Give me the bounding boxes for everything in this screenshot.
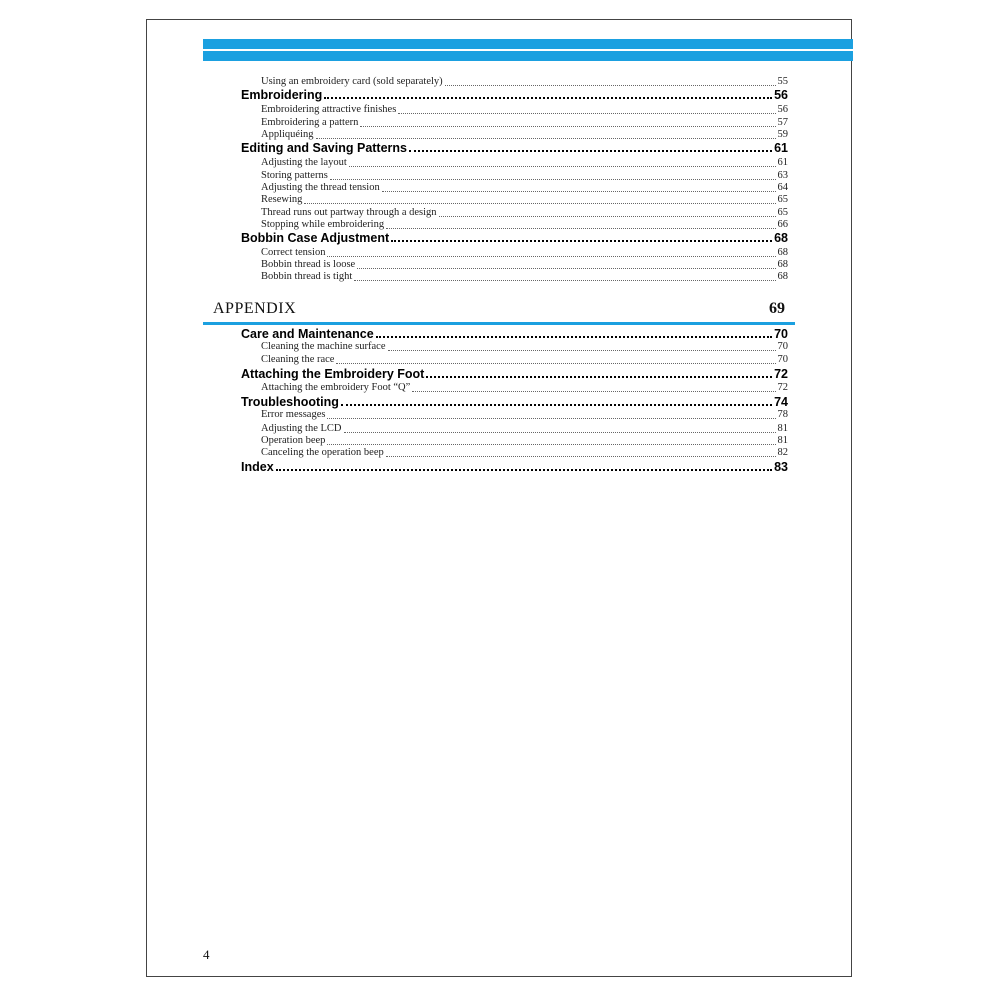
toc-leader-dots — [426, 376, 772, 378]
toc-entry-page: 61 — [777, 157, 788, 168]
appendix-page: 69 — [769, 300, 785, 317]
toc-entry-page: 70 — [777, 354, 788, 365]
toc-entry-title: Cleaning the race — [261, 354, 335, 365]
toc-entry-title: Appliquéing — [261, 129, 314, 140]
toc-subentry — [261, 194, 788, 206]
toc-entry-title: Operation beep — [261, 435, 326, 446]
toc-entry-page: 68 — [777, 259, 788, 270]
toc-subentry — [261, 382, 788, 394]
toc-leader-dots — [336, 363, 775, 364]
toc-subentry — [261, 219, 788, 231]
toc-subentry — [261, 423, 788, 435]
toc-entry-title: Resewing — [261, 194, 303, 205]
toc-entry-page: 56 — [777, 104, 788, 115]
toc-leader-dots — [412, 391, 775, 392]
toc-entry-page: 72 — [774, 367, 788, 381]
toc-leader-dots — [341, 404, 772, 406]
toc-leader-dots — [349, 166, 776, 167]
toc-leader-dots — [382, 191, 776, 192]
toc-subentry — [261, 341, 788, 353]
toc-section-entry — [241, 367, 788, 381]
toc-leader-dots — [386, 228, 775, 229]
toc-entry-title: Editing and Saving Patterns — [241, 141, 407, 155]
toc-subentry — [261, 354, 788, 366]
toc-leader-dots — [276, 469, 772, 471]
toc-subentry — [261, 409, 788, 421]
header-bar — [203, 39, 853, 61]
toc-leader-dots — [388, 350, 776, 351]
toc-entry-title: Error messages — [261, 409, 326, 420]
toc-entry-page: 56 — [774, 88, 788, 102]
toc-entry-title: Bobbin Case Adjustment — [241, 231, 390, 245]
toc-entry-page: 83 — [774, 460, 788, 474]
toc-entry-page: 66 — [777, 219, 788, 230]
toc-entry-page: 82 — [777, 447, 788, 458]
toc-leader-dots — [330, 179, 776, 180]
toc-leader-dots — [445, 85, 776, 86]
toc-subentry — [261, 447, 788, 459]
toc-leader-dots — [316, 138, 776, 139]
toc-section-entry — [241, 327, 788, 341]
toc-subentry — [261, 76, 788, 88]
toc-entry-page: 65 — [777, 194, 788, 205]
toc-entry-title: Index — [241, 460, 274, 474]
toc-leader-dots — [391, 240, 772, 242]
toc-leader-dots — [386, 456, 776, 457]
toc-section-entry — [241, 231, 788, 245]
toc-entry-title: Embroidering a pattern — [261, 117, 359, 128]
toc-leader-dots — [354, 280, 775, 281]
toc-entry-title: Storing patterns — [261, 170, 328, 181]
toc-entry-page: 68 — [777, 247, 788, 258]
toc-entry-title: Adjusting the LCD — [261, 423, 342, 434]
toc-leader-dots — [327, 256, 775, 257]
toc-entry-page: 64 — [777, 182, 788, 193]
toc-entry-title: Adjusting the layout — [261, 157, 347, 168]
document-page — [146, 19, 852, 977]
toc-leader-dots — [357, 268, 775, 269]
toc-subentry — [261, 170, 788, 182]
page-number: 4 — [203, 947, 210, 962]
toc-entry-page: 81 — [777, 435, 788, 446]
toc-entry-page: 81 — [777, 423, 788, 434]
toc-section-entry — [241, 88, 788, 102]
toc-entry-title: Attaching the Embroidery Foot — [241, 367, 425, 381]
toc-leader-dots — [344, 432, 776, 433]
toc-subentry — [261, 157, 788, 169]
toc-entry-title: Embroidering attractive finishes — [261, 104, 397, 115]
toc-entry-page: 72 — [777, 382, 788, 393]
toc-leader-dots — [439, 216, 776, 217]
toc-entry-page: 68 — [777, 271, 788, 282]
appendix-title: APPENDIX — [213, 300, 297, 317]
toc-subentry — [261, 207, 788, 219]
header-bar-stripe — [203, 49, 853, 51]
toc-leader-dots — [376, 336, 772, 338]
toc-entry-page: 57 — [777, 117, 788, 128]
toc-subentry — [261, 182, 788, 194]
toc-entry-page: 61 — [774, 141, 788, 155]
toc-entry-title: Correct tension — [261, 247, 326, 258]
toc-entry-page: 68 — [774, 231, 788, 245]
toc-entry-title: Cleaning the machine surface — [261, 341, 386, 352]
toc-section-entry — [241, 395, 788, 409]
toc-entry-title: Care and Maintenance — [241, 327, 374, 341]
toc-subentry — [261, 259, 788, 271]
toc-entry-page: 59 — [777, 129, 788, 140]
toc-entry-title: Adjusting the thread tension — [261, 182, 380, 193]
toc-entry-title: Using an embroidery card (sold separately) — [261, 76, 443, 87]
toc-entry-title: Thread runs out partway through a design — [261, 207, 437, 218]
toc-subentry — [261, 247, 788, 259]
toc-entry-page: 74 — [774, 395, 788, 409]
toc-leader-dots — [324, 97, 772, 99]
toc-leader-dots — [327, 444, 775, 445]
toc-subentry — [261, 117, 788, 129]
toc-entry-title: Attaching the embroidery Foot “Q” — [261, 382, 411, 393]
toc-entry-title: Bobbin thread is tight — [261, 271, 353, 282]
toc-entry-title: Bobbin thread is loose — [261, 259, 356, 270]
toc-entry-page: 70 — [777, 341, 788, 352]
toc-entry-page: 70 — [774, 327, 788, 341]
toc-subentry — [261, 129, 788, 141]
toc-section-entry — [241, 141, 788, 155]
toc-entry-page: 55 — [777, 76, 788, 87]
toc-leader-dots — [398, 113, 775, 114]
toc-subentry — [261, 271, 788, 283]
toc-entry-title: Stopping while embroidering — [261, 219, 385, 230]
toc-entry-page: 78 — [777, 409, 788, 420]
toc-subentry — [261, 104, 788, 116]
toc-entry-title: Troubleshooting — [241, 395, 339, 409]
toc-entry-page: 63 — [777, 170, 788, 181]
toc-subentry — [261, 435, 788, 447]
toc-entry-title: Embroidering — [241, 88, 323, 102]
toc-entry-page: 65 — [777, 207, 788, 218]
toc-section-entry — [241, 460, 788, 474]
appendix-heading — [203, 295, 795, 325]
toc-leader-dots — [360, 126, 775, 127]
toc-entry-title: Canceling the operation beep — [261, 447, 384, 458]
toc-leader-dots — [327, 418, 775, 419]
toc-leader-dots — [304, 203, 775, 204]
toc-leader-dots — [409, 150, 772, 152]
